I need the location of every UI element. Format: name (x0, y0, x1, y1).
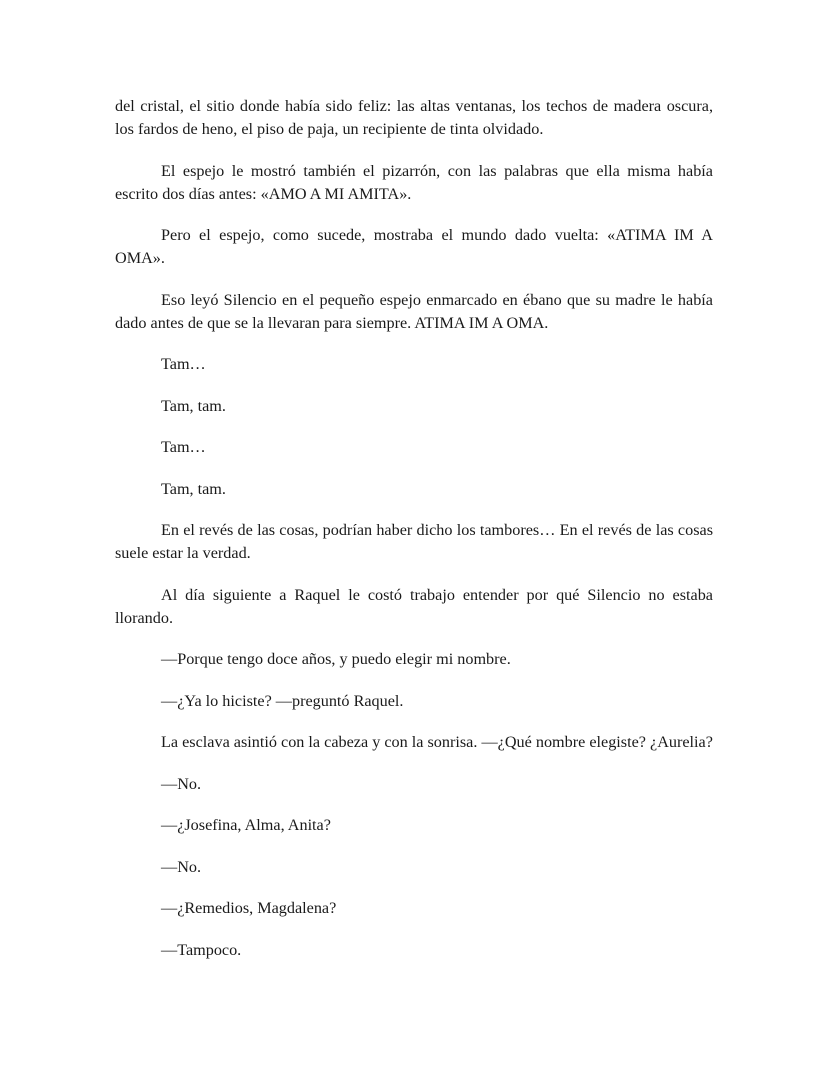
dialogue-line: —Tampoco. (161, 940, 242, 959)
paragraph: Pero el espejo, como sucede, mostraba el mundo dado vuelta: «ATIMA IM A OMA». (115, 226, 713, 267)
dialogue-line: —No. (161, 774, 202, 793)
paragraph: Tam… (161, 355, 206, 373)
paragraph: La esclava asintió con la cabeza y con la sonrisa. —¿Qué nombre elegiste? ¿Aurelia? (161, 733, 713, 751)
paragraph: Eso leyó Silencio en el pequeño espejo enmarcado en ébano que su madre le había dado antes de que se la llevaran para siempre. ATIMA IM A OMA. (115, 290, 713, 332)
dialogue-line: —¿Josefina, Alma, Anita? (161, 816, 331, 834)
paragraph: El espejo le mostró también el pizarrón, con las palabras que ella misma había escrito dos días antes: «AMO A MI AMITA». (115, 161, 713, 203)
paragraph: Al día siguiente a Raquel le costó trabajo entender por qué Silencio no estaba llorando. (115, 585, 713, 627)
paragraph: del cristal, el sitio donde había sido feliz: las altas ventanas, los techos de madera oscura, los fardos de heno, el piso de paja, un recipiente de tinta olvidado. (115, 97, 713, 138)
document-page (115, 95, 713, 980)
paragraph: Tam, tam. (161, 396, 226, 415)
dialogue-line: —Porque tengo doce años, y puedo elegir mi nombre. (161, 650, 511, 668)
paragraph: Tam… (161, 438, 206, 456)
dialogue-line: —¿Remedios, Magdalena? (161, 899, 337, 917)
dialogue-line: —¿Ya lo hiciste? —preguntó Raquel. (161, 691, 404, 710)
paragraph: En el revés de las cosas, podrían haber dicho los tambores… En el revés de las cosas suele estar la verdad. (115, 521, 713, 562)
paragraph: Tam, tam. (161, 479, 226, 498)
dialogue-line: —No. (161, 857, 202, 876)
